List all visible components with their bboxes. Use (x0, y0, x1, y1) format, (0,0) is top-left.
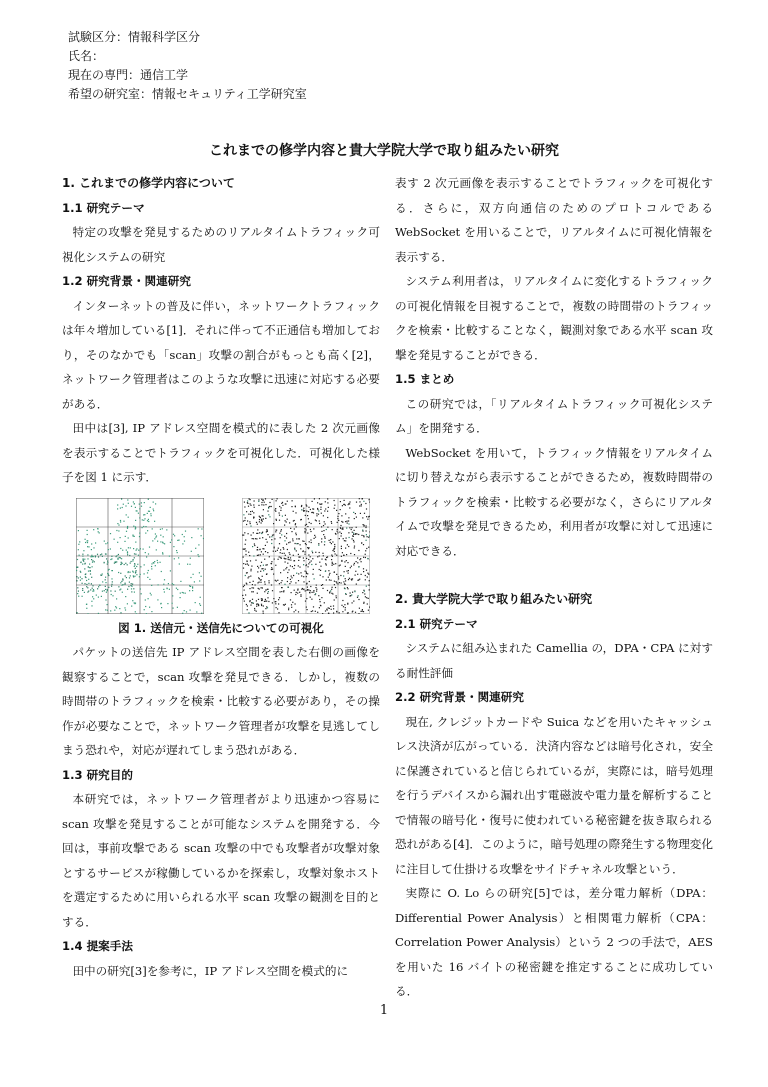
figure-caption: 図 1. 送信元・送信先についての可視化 (118, 620, 324, 635)
paragraph: システム利用者は，リアルタイムに変化するトラフィックの可視化情報を目視することで，複数の時間帯のトラフィックを検索・比較することなく，観測対象である水平 scan 攻撃を発見することができる． (395, 274, 713, 362)
header-block (68, 28, 307, 104)
current-major: 現在の専門：通信工学 (68, 68, 189, 82)
figure-source-svg (76, 498, 204, 614)
paragraph: 表す 2 次元画像を表示することでトラフィックを可視化する．さらに，双方向通信のためのプロトコルである WebSocket を用いることで，リアルタイムに可視化情報を表示する． (395, 176, 713, 264)
section-2-2-heading: 2.2 研究背景・関連研究 (395, 690, 524, 704)
figure-1 (62, 498, 380, 616)
paragraph: 現在, クレジットカードや Suica などを用いたキャッシュレス決済が広がっている．決済内容などは暗号化され，安全に保護されていると信じられているが，実際には，暗号処理を行うデバイスから漏れ出す電磁波や電力量を解析することで情報の暗号化・復号に使われている秘密鍵を抜き取られる恐れがある[4]．このように，暗号処理の際発生する物理変化に注目して仕掛ける攻撃をサイドチャネル攻撃という． (395, 714, 713, 876)
paragraph: 田中は[3], IP アドレス空間を模式的に表した 2 次元画像を表示することでトラフィックを可視化した．可視化した様子を図 1 に示す． (62, 421, 380, 484)
figure-destination-image (242, 498, 370, 614)
page-title: これまでの修学内容と貴大学院大学で取り組みたい研究 (209, 143, 559, 159)
section-1-heading: 1. これまでの修学内容について (62, 176, 235, 190)
paragraph: この研究では，「リアルタイムトラフィック可視化システム」を開発する． (395, 396, 713, 435)
paragraph: パケットの送信先 IP アドレス空間を表した右側の画像を観察することで，scan 攻撃を発見できる．しかし，複数の時間帯のトラフィックを検索・比較する必要があり，その操作が必要なことで，ネットワーク管理者が攻撃を見逃してしまう恐れや，対応が遅れてしまう恐れがある． (62, 645, 380, 757)
section-2-heading: 2. 貴大学院大学で取り組みたい研究 (395, 592, 593, 606)
page-number: 1 (379, 1003, 389, 1018)
paragraph: システムに組み込まれた Camellia の，DPA・CPA に対する耐性評価 (395, 641, 713, 680)
desired-lab: 希望の研究室：情報セキュリティ工学研究室 (68, 87, 307, 101)
section-1-4-heading: 1.4 提案手法 (62, 939, 133, 953)
section-1-1-heading: 1.1 研究テーマ (62, 200, 145, 215)
figure-source-image (76, 498, 204, 614)
paragraph: インターネットの普及に伴い，ネットワークトラフィックは年々増加している[1]．それに伴って不正通信も増加しており，そのなかでも「scan」攻撃の割合がもっとも高く[2]，ネットワーク管理者はこのような攻撃に迅速に対応する必要がある． (62, 298, 380, 411)
paragraph: 本研究では，ネットワーク管理者がより迅速かつ容易に scan 攻撃を発見することが可能なシステムを開発する．今回は，事前攻撃である scan 攻撃の中でも攻撃者が攻撃対象とするサービスが稼働しているかを探索し，攻撃対象ホストを選定するために用いられる水平 scan 攻撃の観測を目的とする． (62, 792, 380, 929)
right-column (395, 171, 713, 1004)
paragraph: 田中の研究[3]を参考に，IP アドレス空間を模式的に (72, 963, 349, 978)
figure-destination-svg (242, 498, 370, 614)
paragraph: 実際に O. Lo らの研究[5]では，差分電力解析（DPA：Differential Power Analysis）と相関電力解析（CPA：Correlation Power Analysis）という 2 つの手法で，AES を用いた 16 バイトの秘密鍵を推定することに成功している． (395, 886, 713, 998)
paragraph: 特定の攻撃を発見するためのリアルタイムトラフィック可視化システムの研究 (62, 225, 380, 264)
section-1-2-heading: 1.2 研究背景・関連研究 (62, 274, 191, 288)
section-1-3-heading: 1.3 研究目的 (62, 767, 133, 782)
left-column (62, 171, 380, 983)
spacer (395, 563, 713, 587)
name-field: 氏名： (68, 49, 105, 63)
paragraph: WebSocket を用いて，トラフィック情報をリアルタイムに切り替えながら表示することができるため，複数時間帯のトラフィックを検索・比較する必要がなく，さらにリアルタイムで攻撃を発見できるため，利用者が攻撃に対して迅速に対応できる． (395, 445, 713, 558)
section-2-1-heading: 2.1 研究テーマ (395, 616, 478, 631)
section-1-5-heading: 1.5 まとめ (395, 372, 455, 386)
exam-category: 試験区分：情報科学区分 (68, 30, 201, 44)
